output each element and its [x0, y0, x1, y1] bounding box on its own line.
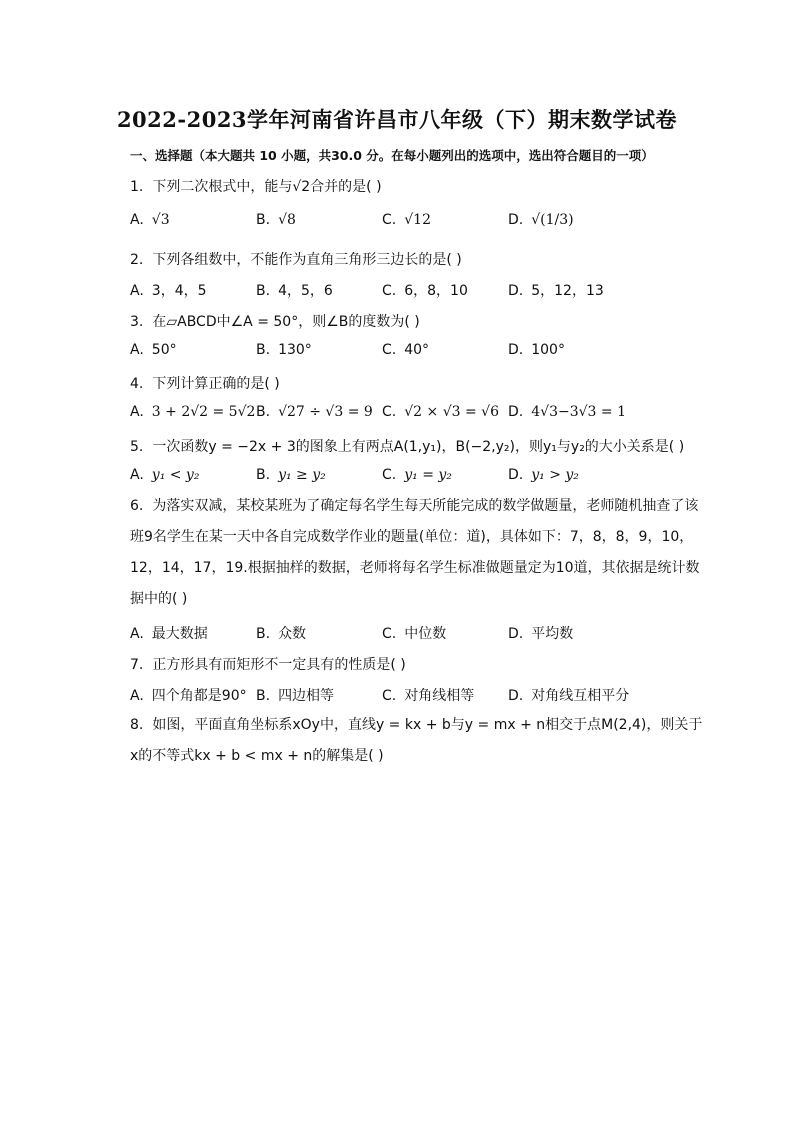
option-c[interactable] [382, 212, 431, 228]
option-d[interactable] [508, 685, 629, 705]
option-b[interactable] [256, 685, 334, 705]
question-8 [130, 710, 705, 772]
option-text: 130° [278, 342, 312, 358]
option-text: 4，5，6 [278, 283, 333, 299]
option-letter: A. [130, 283, 144, 299]
option-text: 6，8，10 [404, 283, 468, 299]
question-stem: 一次函数y = −2x + 3的图象上有两点A(1,y₁)，B(−2,y₂)，则y₁与y₂的大小关系是( ) [152, 439, 685, 455]
option-letter: B. [256, 626, 271, 642]
option-text: y₁ = y₂ [404, 467, 452, 483]
question-4 [130, 373, 710, 393]
question-stem: 正方形具有而矩形不一定具有的性质是( ) [152, 657, 406, 673]
option-text: 中位数 [404, 626, 447, 642]
option-letter: B. [256, 688, 271, 704]
option-letter: C. [382, 626, 397, 642]
option-a[interactable] [130, 404, 255, 420]
option-text: √12 [404, 212, 431, 228]
option-letter: C. [382, 212, 397, 228]
option-letter: D. [508, 404, 524, 420]
option-letter: C. [382, 283, 397, 299]
option-letter: A. [130, 467, 144, 483]
option-text: 对角线互相平分 [531, 688, 630, 704]
option-d[interactable] [508, 467, 579, 483]
option-b[interactable] [256, 342, 312, 358]
options-q4 [130, 404, 730, 428]
option-letter: B. [256, 404, 271, 420]
option-c[interactable] [382, 342, 429, 358]
option-a[interactable] [130, 685, 247, 705]
options-q5 [130, 467, 730, 491]
option-letter: B. [256, 283, 271, 299]
question-number: 2. [130, 252, 144, 268]
question-number: 1. [130, 179, 144, 195]
option-text: 四边相等 [278, 688, 335, 704]
option-letter: B. [256, 212, 271, 228]
exam-title: 2022-2023学年河南省许昌市八年级（下）期末数学试卷 [116, 107, 678, 132]
option-text: 平均数 [531, 626, 574, 642]
option-letter: B. [256, 467, 271, 483]
option-text: √8 [278, 212, 296, 228]
options-q7 [130, 685, 730, 709]
question-number: 8. [130, 717, 144, 733]
option-letter: D. [508, 467, 524, 483]
options-q1 [130, 212, 730, 236]
option-text: 4√3−3√3 = 1 [531, 404, 626, 420]
option-a[interactable] [130, 467, 199, 483]
question-number: 3. [130, 314, 144, 330]
option-letter: A. [130, 212, 144, 228]
question-1 [130, 176, 710, 196]
option-letter: C. [382, 467, 397, 483]
option-a[interactable] [130, 342, 177, 358]
option-d[interactable] [508, 623, 573, 643]
option-letter: A. [130, 626, 144, 642]
option-text: 四个角都是90° [151, 688, 247, 704]
option-text: √3 [151, 212, 170, 228]
options-q3 [130, 342, 730, 366]
option-letter: D. [508, 688, 524, 704]
option-text: 3 + 2√2 = 5√2 [151, 404, 256, 420]
option-letter: D. [508, 626, 524, 642]
option-text: 40° [404, 342, 430, 358]
option-a[interactable] [130, 280, 207, 300]
option-letter: A. [130, 404, 144, 420]
option-b[interactable] [256, 404, 373, 420]
option-text: 50° [151, 342, 177, 358]
option-c[interactable] [382, 404, 499, 420]
option-d[interactable] [508, 404, 626, 420]
option-text: 100° [531, 342, 565, 358]
option-c[interactable] [382, 623, 446, 643]
question-stem: 下列计算正确的是( ) [152, 376, 280, 392]
option-text: √27 ÷ √3 = 9 [278, 404, 373, 420]
option-text: 5，12，13 [531, 283, 604, 299]
option-letter: A. [130, 688, 144, 704]
option-b[interactable] [256, 623, 306, 643]
options-q2 [130, 280, 730, 304]
option-d[interactable] [508, 342, 565, 358]
question-stem: 在▱ABCD中∠A = 50°，则∠B的度数为( ) [152, 314, 420, 330]
option-c[interactable] [382, 685, 474, 705]
option-a[interactable] [130, 212, 170, 228]
option-text: 对角线相等 [404, 688, 475, 704]
option-text: y₁ > y₂ [531, 467, 579, 483]
question-stem: 如图，平面直角坐标系xOy中，直线y = kx + b与y = mx + n相交于点M(2,4)，则关于x的不等式kx + b < mx + n的解集是( ) [130, 717, 703, 764]
option-text: 3，4，5 [151, 283, 207, 299]
option-letter: B. [256, 342, 271, 358]
question-number: 6. [130, 498, 144, 514]
option-letter: C. [382, 404, 397, 420]
option-letter: D. [508, 212, 524, 228]
question-6 [130, 491, 705, 615]
option-c[interactable] [382, 467, 452, 483]
options-q6 [130, 623, 730, 647]
option-text: √(1/3) [531, 212, 574, 228]
option-text: 最大数据 [151, 626, 208, 642]
question-7 [130, 654, 710, 674]
option-b[interactable] [256, 212, 296, 228]
question-number: 5. [130, 439, 144, 455]
section-heading-choice: 一、选择题（本大题共 10 小题，共30.0 分。在每小题列出的选项中，选出符合题目的一项） [130, 148, 654, 163]
option-letter: C. [382, 342, 397, 358]
option-c[interactable] [382, 280, 468, 300]
question-2 [130, 249, 710, 269]
question-stem: 下列二次根式中，能与√2合并的是( ) [152, 179, 382, 195]
question-number: 7. [130, 657, 144, 673]
question-number: 4. [130, 376, 144, 392]
option-d[interactable] [508, 212, 574, 228]
question-stem: 为落实双减，某校某班为了确定每名学生每天所能完成的数学做题量，老师随机抽查了该班9名学生在某一天中各自完成数学作业的题量(单位：道)，具体如下：7，8，8，9，10，12，14，17，19.根据抽样的数据，老师将每名学生标准做题量定为10道，其依据是统计数据中的( ) [130, 498, 700, 607]
option-d[interactable] [508, 280, 604, 300]
option-text: 众数 [278, 626, 307, 642]
option-a[interactable] [130, 623, 208, 643]
option-text: √2 × √3 = √6 [404, 404, 499, 420]
option-text: y₁ < y₂ [151, 467, 200, 483]
option-letter: C. [382, 688, 397, 704]
option-letter: A. [130, 342, 144, 358]
question-stem: 下列各组数中，不能作为直角三角形三边长的是( ) [152, 252, 462, 268]
question-3 [130, 311, 710, 331]
option-text: y₁ ≥ y₂ [278, 467, 326, 483]
question-5 [130, 436, 710, 456]
option-letter: D. [508, 283, 524, 299]
option-letter: D. [508, 342, 524, 358]
option-b[interactable] [256, 280, 333, 300]
option-b[interactable] [256, 467, 326, 483]
